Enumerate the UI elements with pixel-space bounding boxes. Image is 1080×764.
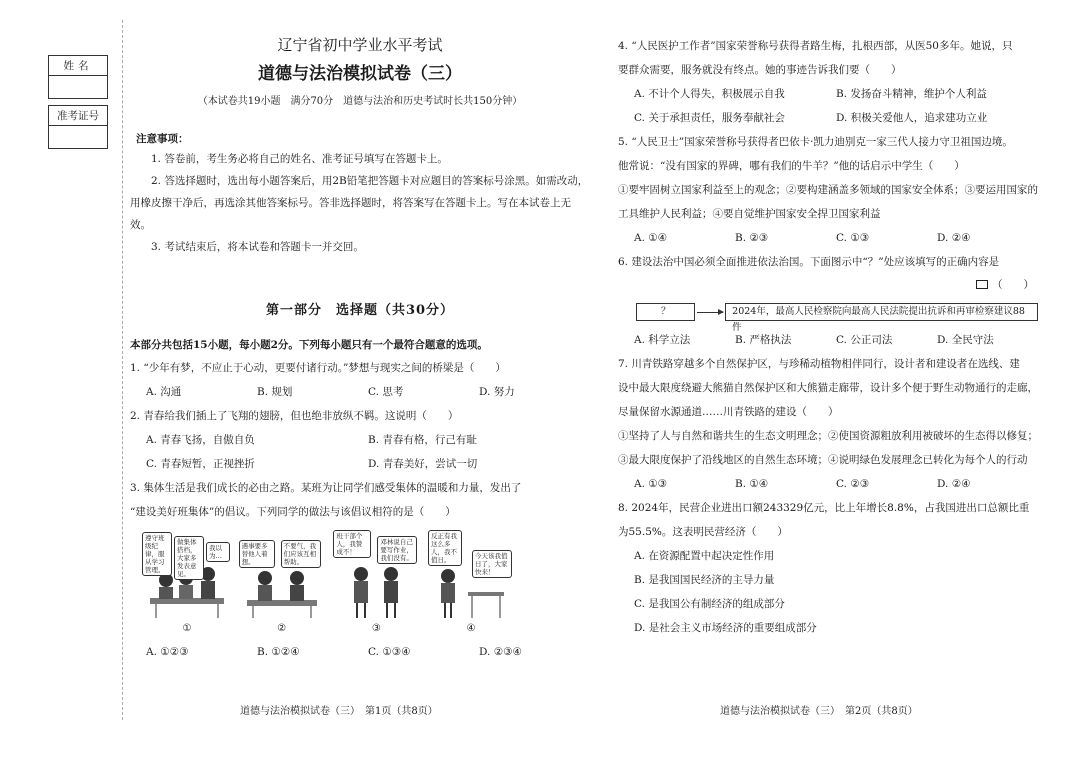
- name-blank[interactable]: [49, 76, 107, 98]
- camera-icon: [976, 280, 988, 289]
- exam-number-blank[interactable]: [49, 126, 107, 148]
- comic-caption: ③: [371, 623, 381, 634]
- question-2-options-row2: [130, 452, 590, 476]
- option-d[interactable]: D. 青春美好，尝试一切: [368, 458, 478, 470]
- comic-panel-2: [239, 530, 325, 640]
- question-5-stem-cont: 他常说：“没有国家的界碑，哪有我们的牛羊？”他的话启示中学生（ ）: [618, 160, 965, 172]
- option-a[interactable]: A. 青春飞扬，自傲自负: [146, 434, 255, 446]
- option-b[interactable]: B. 规划: [257, 386, 293, 398]
- question-2-stem: 2. 青春给我们插上了飞翔的翅膀，但也绝非放纵不羁。这说明（ ）: [130, 410, 459, 422]
- option-b[interactable]: B. ②③: [735, 232, 769, 244]
- speech-bubble: 反正有我这么多人，我不值日。: [428, 530, 462, 566]
- question-8-option-d-row: [618, 616, 1038, 640]
- option-b[interactable]: B. 是我国国民经济的主导力量: [634, 574, 775, 586]
- exam-title: 辽宁省初中学业水平考试: [277, 36, 443, 54]
- question-7-stem-cont: 设中最大限度绕避大熊猫自然保护区和大熊猫走廊带，设计多个便于野生动物通行的走廊，尽量保留水源通道……川青铁路的建设（ ）: [618, 382, 1038, 418]
- option-b[interactable]: B. 严格执法: [735, 334, 792, 346]
- option-d[interactable]: D. ②④: [937, 232, 971, 244]
- question-8-option-a-row: [618, 544, 1038, 568]
- speech-bubble: 不要气，我们应该互相帮助。: [281, 540, 321, 568]
- question-7-stem: 7. 川青铁路穿越多个自然保护区，与珍稀动植物相伴同行，设计者和建设者在选线、建: [618, 358, 1020, 370]
- notice-item: 1. 答卷前，考生务必将自己的姓名、准考证号填写在答题卡上。: [151, 153, 448, 165]
- option-a[interactable]: A. ①④: [634, 232, 668, 244]
- option-a[interactable]: A. ①②③: [146, 646, 189, 658]
- exam-number-field[interactable]: [48, 105, 108, 149]
- speech-bubble: 做集体搭档，大家多发表意见。: [174, 536, 204, 580]
- option-a[interactable]: A. 沟通: [146, 386, 182, 398]
- comic-panel-4: [428, 530, 514, 640]
- question-8-stem-cont: 为55.5%。这表明民营经济（ ）: [618, 526, 788, 538]
- option-c[interactable]: C. 青春短暂，正视挫折: [146, 458, 255, 470]
- question-3-stem: 3. 集体生活是我们成长的必由之路。某班为让同学们感受集体的温暖和力量，发出了: [130, 482, 522, 494]
- question-4-options: [618, 82, 1038, 106]
- question-4-stem: 4. “人民医护工作者”国家荣誉称号获得者路生梅，扎根西部，从医50多年。她说，只: [618, 40, 1013, 52]
- question-4-options-row2: [618, 106, 1038, 130]
- page-1-footer: 道德与法治模拟试卷（三） 第1页（共8页）: [240, 706, 438, 717]
- speech-bubble: 遵守班级纪律，服从学习管理。: [142, 532, 172, 576]
- notice-item: 2. 答选择题时，选出每小题答案后，用2B铅笔把答题卡对应题目的答案标号涂黑。如需改动，用橡皮擦干净后，再选涂其他答案标号。答非选择题时，将答案写在答题卡上。写在本试卷上无效。: [130, 175, 589, 231]
- question-6-stem: 6. 建设法治中国必须全面推进依法治国。下面图示中“？”处应该填写的正确内容是: [618, 256, 1000, 268]
- option-c[interactable]: C. ①③: [836, 232, 870, 244]
- question-5-stem: 5. “人民卫士”国家荣誉称号获得者巴依卡·凯力迪别克一家三代人接力守卫祖国边境。: [618, 136, 1013, 148]
- option-d[interactable]: D. ②③④: [479, 646, 522, 658]
- exam-info: （本试卷共19小题 满分70分 道德与法治和历史考试时长共150分钟）: [197, 96, 523, 107]
- question-8-stem: 8. 2024年，民营企业进出口额243329亿元，比上年增长8.8%，占我国进出口总额比重: [618, 502, 1030, 514]
- option-b[interactable]: B. 青春有格，行己有耻: [368, 434, 477, 446]
- binding-line: [122, 20, 123, 720]
- option-c[interactable]: C. 思考: [368, 386, 404, 398]
- arrow-right-icon: [697, 312, 723, 313]
- question-4-stem-cont: 要群众需要，服务就没有终点。她的事迹告诉我们要（ ）: [618, 64, 902, 76]
- exam-number-label: 准考证号: [49, 106, 107, 126]
- option-c[interactable]: C. 是我国公有制经济的组成部分: [634, 598, 785, 610]
- comic-panel-3: [333, 530, 419, 640]
- flow-box-fact: 2024年，最高人民检察院向最高人民法院提出抗诉和再审检察建议88件: [725, 303, 1038, 321]
- option-a[interactable]: A. 在资源配置中起决定性作用: [634, 550, 775, 562]
- comic-caption: ④: [466, 623, 476, 634]
- question-2-options: [130, 428, 590, 452]
- question-7-options: [618, 472, 1038, 496]
- question-8-option-b-row: [618, 568, 1038, 592]
- section-intro: 本部分共包括15小题，每小题2分。下列每小题只有一个最符合题意的选项。: [130, 339, 488, 351]
- flow-box-unknown: ？: [636, 303, 695, 321]
- section-title: 第一部分 选择题（共30分）: [265, 303, 455, 318]
- question-1-options: [130, 380, 590, 404]
- option-c[interactable]: C. ②③: [836, 478, 870, 490]
- speech-bubble: 我以为…: [206, 542, 230, 562]
- page-2-footer: 道德与法治模拟试卷（三） 第2页（共8页）: [720, 706, 918, 717]
- option-d[interactable]: D. 是社会主义市场经济的重要组成部分: [634, 622, 817, 634]
- option-d[interactable]: D. 努力: [479, 386, 515, 398]
- page-2: [618, 34, 1038, 640]
- question-8-option-c-row: [618, 592, 1038, 616]
- notice-heading: 注意事项：: [136, 133, 189, 145]
- question-3-options: [130, 640, 590, 664]
- comic-caption: ②: [277, 623, 287, 634]
- question-1-stem: 1. “少年有梦，不应止于心动，更要付诸行动。”梦想与现实之间的桥梁是（ ）: [130, 362, 506, 374]
- name-label: 姓名: [49, 56, 107, 76]
- option-b[interactable]: B. ①②④: [257, 646, 300, 658]
- speech-bubble: 班干部个人，我赞成不！: [333, 530, 371, 558]
- question-6-answer-paren: [618, 274, 1038, 296]
- option-b[interactable]: B. ①④: [735, 478, 769, 490]
- question-7-statements: ①坚持了人与自然和谐共生的生态文明理念；②使国资源粗放利用被破坏的生态得以修复；③最大限度保护了沿线地区的自然生态环境；④说明绿色发展理念已转化为每个人的行动: [618, 430, 1038, 466]
- paper-title: 道德与法治模拟试卷（三）: [258, 64, 462, 84]
- option-c[interactable]: C. 关于承担责任，服务奉献社会: [634, 112, 785, 124]
- comic-strip: [144, 530, 514, 640]
- question-6-options: [618, 328, 1038, 352]
- speech-bubble: 今天该我值日了，大家快来！: [472, 550, 512, 578]
- option-c[interactable]: C. ①③④: [368, 646, 411, 658]
- option-a[interactable]: A. ①③: [634, 478, 668, 490]
- comic-caption: ①: [182, 623, 192, 634]
- question-5-options: [618, 226, 1038, 250]
- notice-item: 3. 考试结束后，将本试卷和答题卡一并交回。: [151, 241, 364, 253]
- speech-bubble: 遇事要多替他人着想。: [239, 540, 275, 568]
- comic-panel-1: [144, 530, 230, 640]
- speech-bubble: 邓林说自己要写作业，我们没有。: [377, 536, 417, 564]
- option-a[interactable]: A. 科学立法: [634, 334, 691, 346]
- option-d[interactable]: D. 积极关爱他人，追求建功立业: [836, 112, 988, 124]
- option-a[interactable]: A. 不计个人得失，积极展示自我: [634, 88, 785, 100]
- page-1: [130, 34, 590, 664]
- flow-diagram: [636, 300, 1038, 333]
- option-c[interactable]: C. 公正司法: [836, 334, 893, 346]
- answer-parentheses: （ ）: [992, 279, 1034, 291]
- option-b[interactable]: B. 发扬奋斗精神，维护个人利益: [836, 88, 987, 100]
- option-d[interactable]: D. 全民守法: [937, 334, 994, 346]
- option-d[interactable]: D. ②④: [937, 478, 971, 490]
- question-3-stem-cont: “建设美好班集体”的倡议。下列同学的做法与该倡议相符的是（ ）: [130, 506, 456, 518]
- name-field[interactable]: [48, 55, 108, 99]
- question-5-statements: ①要牢固树立国家利益至上的观念；②要构建涵盖多领域的国家安全体系；③要运用国家的工具维护人民利益；④要自觉维护国家安全捍卫国家利益: [618, 184, 1038, 220]
